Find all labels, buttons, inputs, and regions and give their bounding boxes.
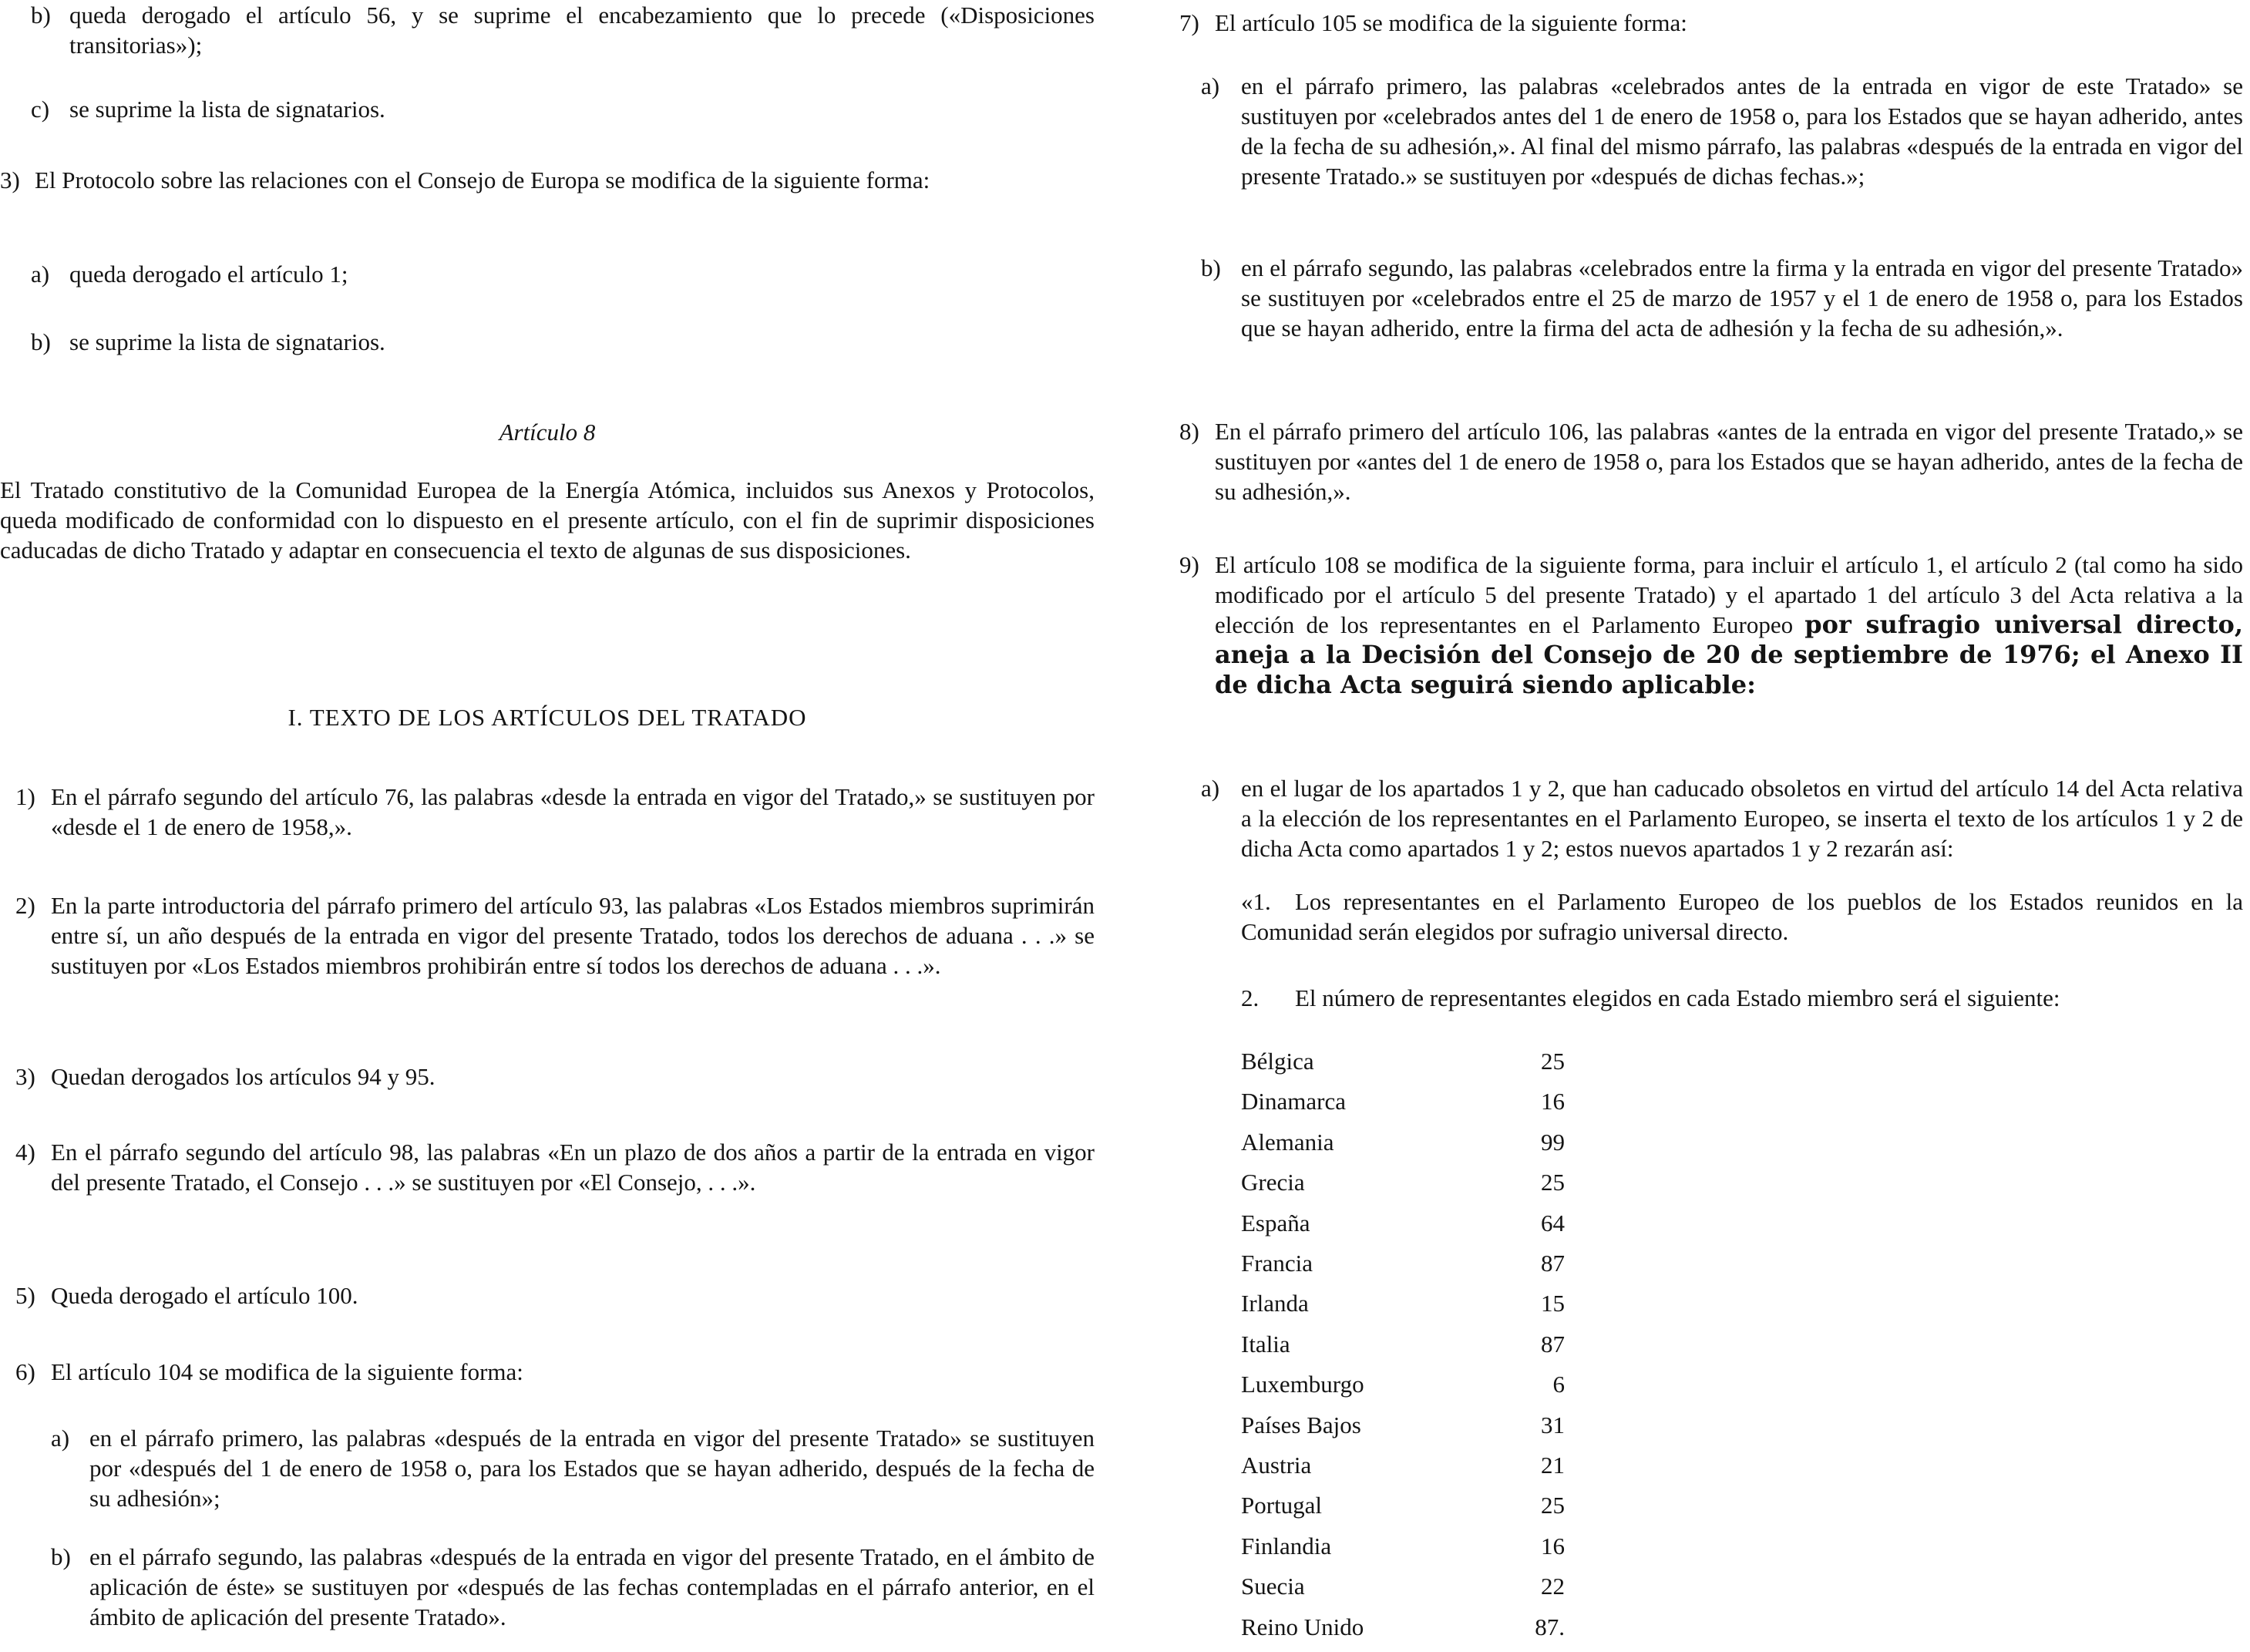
country-seat-count: 25 <box>1541 1492 1565 1519</box>
country-row <box>1241 1612 1565 1652</box>
item-label: b) <box>31 328 51 355</box>
country-name: Bélgica <box>1241 1048 1314 1075</box>
quote-text: Los representantes en el Parlamento Europeo de los pueblos de los Estados reunidos en la Comunidad serán elegidos por sufragio universal directo. <box>1241 888 2243 945</box>
list-item-6a <box>0 1423 1095 1513</box>
country-row <box>1241 1248 1565 1288</box>
country-seat-count: 6 <box>1552 1371 1565 1398</box>
list-item-7b <box>1179 253 2243 343</box>
country-row <box>1241 1046 1565 1086</box>
item-text-bold: por sufragio universal directo, aneja a la Decisión del Consejo de 20 de septiembre de 1976; el Anexo II de dicha Acta seguirá siendo aplicable: <box>1215 610 2244 699</box>
country-name: Portugal <box>1241 1492 1323 1519</box>
item-text: El Protocolo sobre las relaciones con el Consejo de Europa se modifica de la siguiente forma: <box>35 167 930 193</box>
item-label: b) <box>1201 254 1221 281</box>
country-row <box>1241 1571 1565 1611</box>
list-item-2 <box>0 890 1095 981</box>
country-representatives-table <box>1241 1046 1565 1640</box>
list-item-6 <box>0 1357 1095 1387</box>
item-text: El artículo 105 se modifica de la siguiente forma: <box>1215 9 1687 36</box>
item-label: 4) <box>15 1139 35 1166</box>
country-seat-count: 87 <box>1541 1250 1565 1277</box>
item-label: b) <box>31 2 51 29</box>
list-item-3 <box>0 1062 1095 1092</box>
item-label: b) <box>51 1543 71 1570</box>
country-seat-count: 16 <box>1541 1532 1565 1559</box>
country-seat-count: 22 <box>1541 1573 1565 1600</box>
country-row <box>1241 1127 1565 1167</box>
country-name: Países Bajos <box>1241 1411 1361 1438</box>
country-row <box>1241 1531 1565 1571</box>
item-label: a) <box>51 1425 70 1452</box>
list-item-1 <box>0 782 1095 842</box>
list-item-c-signatarios <box>0 94 1095 124</box>
item-text-normal: El artículo 108 se modifica de la siguiente forma, para incluir el artículo 1, el artículo 2 (tal como ha sido modificado por el artículo 5 del presente Tratado) y el apartado 1 del artículo 3 del Acta relativa a la elección de los representantes en el Parlamento Europeo <box>1215 551 2243 638</box>
item-text: se suprime la lista de signatarios. <box>69 96 385 123</box>
item-text: en el párrafo primero, las palabras «celebrados antes de la entrada en vigor de este Tratado» se sustituyen por «celebrados antes del 1 de enero de 1958 o, para los Estados que se hayan adherido, antes de la fecha de su adhesión,». Al final del mismo párrafo, las palabras «después de la entrada en vigor del presente Tratado.» se sustituyen por «después de dichas fechas.»; <box>1241 72 2243 190</box>
item-text: queda derogado el artículo 1; <box>69 261 348 288</box>
article-intro-paragraph: El Tratado constitutivo de la Comunidad Europea de la Energía Atómica, incluidos sus Anexos y Protocolos, queda modificado de conformidad con lo dispuesto en el presente artículo, con el fin de suprimir disposiciones caducadas de dicho Tratado y adaptar en consecuencia el texto de algunas de sus disposiciones. <box>0 476 1095 564</box>
country-name: Reino Unido <box>1241 1613 1364 1640</box>
country-name: España <box>1241 1209 1310 1236</box>
list-item-4 <box>0 1137 1095 1197</box>
quote-label: 2. <box>1241 984 1260 1011</box>
country-row <box>1241 1086 1565 1126</box>
item-text: en el párrafo segundo, las palabras «después de la entrada en vigor del presente Tratado, en el ámbito de aplicación de éste» se sustituyen por «después de las fechas contempladas en el párrafo anterior, en el ámbito de aplicación del presente Tratado». <box>89 1543 1095 1630</box>
item-text: Quedan derogados los artículos 94 y 95. <box>51 1063 436 1090</box>
country-name: Grecia <box>1241 1169 1305 1196</box>
country-row <box>1241 1329 1565 1369</box>
country-seat-count: 64 <box>1541 1209 1565 1236</box>
country-name: Austria <box>1241 1452 1312 1479</box>
country-seat-count: 21 <box>1541 1452 1565 1479</box>
list-item-3a <box>0 259 1095 289</box>
country-seat-count: 25 <box>1541 1048 1565 1075</box>
country-seat-count: 87. <box>1535 1613 1565 1640</box>
item-text <box>1215 550 2243 700</box>
item-text: En la parte introductoria del párrafo primero del artículo 93, las palabras «Los Estados miembros suprimirán entre sí, un año después de la entrada en vigor del presente Tratado, todos los derechos de aduana . . .» se sustituyen por «Los Estados miembros prohibirán entre sí todos los derechos de aduana . . .». <box>51 892 1095 979</box>
country-row <box>1241 1369 1565 1409</box>
item-label: 9) <box>1179 551 1199 578</box>
list-item-8 <box>1179 416 2243 506</box>
item-label: a) <box>31 261 50 288</box>
country-row <box>1241 1208 1565 1248</box>
list-item-7 <box>1179 8 2243 38</box>
item-text: En el párrafo segundo del artículo 76, las palabras «desde la entrada en vigor del Tratado,» se sustituyen por «desde el 1 de enero de 1958,». <box>51 783 1095 840</box>
country-seat-count: 16 <box>1541 1088 1565 1115</box>
item-label: 8) <box>1179 418 1199 445</box>
list-item-b-article-56 <box>0 0 1095 60</box>
country-name: Luxemburgo <box>1241 1371 1364 1398</box>
quote-paragraph-2 <box>1179 983 2243 1013</box>
quote-label: «1. <box>1241 888 1271 915</box>
item-text: El artículo 104 se modifica de la siguiente forma: <box>51 1358 523 1385</box>
country-row <box>1241 1288 1565 1328</box>
item-label: 7) <box>1179 9 1199 36</box>
item-text: En el párrafo primero del artículo 106, las palabras «antes de la entrada en vigor del presente Tratado,» se sustituyen por «antes del 1 de enero de 1958 o, para los Estados que se hayan adherido, antes de la fecha de su adhesión,». <box>1215 418 2243 505</box>
article-heading: Artículo 8 <box>499 419 596 446</box>
section-heading: I. TEXTO DE LOS ARTÍCULOS DEL TRATADO <box>288 704 807 731</box>
country-row <box>1241 1490 1565 1530</box>
item-text: En el párrafo segundo del artículo 98, las palabras «En un plazo de dos años a partir de la entrada en vigor del presente Tratado, el Consejo . . .» se sustituyen por «El Consejo, . . .». <box>51 1139 1095 1196</box>
list-item-9 <box>1179 550 2243 700</box>
item-label: 6) <box>15 1358 35 1385</box>
item-label: 3) <box>15 1063 35 1090</box>
item-text: en el párrafo primero, las palabras «después de la entrada en vigor del presente Tratado» se sustituyen por «después del 1 de enero de 1958 o, para los Estados que se hayan adherido, después de la fecha de su adhesión»; <box>89 1425 1095 1512</box>
country-name: Irlanda <box>1241 1290 1309 1317</box>
country-seat-count: 87 <box>1541 1330 1565 1358</box>
country-row <box>1241 1167 1565 1207</box>
item-label: a) <box>1201 775 1220 802</box>
item-label: 5) <box>15 1282 35 1309</box>
item-text: en el párrafo segundo, las palabras «celebrados entre la firma y la entrada en vigor del presente Tratado» se sustituyen por «celebrados entre el 25 de marzo de 1957 y el 1 de enero de 1958 o, para los Estados que se hayan adherido, entre la firma del acta de adhesión y la fecha de su adhesión,». <box>1241 254 2243 342</box>
list-item-3-protocolo <box>0 165 1095 195</box>
country-seat-count: 99 <box>1541 1128 1565 1156</box>
item-label: c) <box>31 96 50 123</box>
country-name: Suecia <box>1241 1573 1305 1600</box>
item-text: en el lugar de los apartados 1 y 2, que han caducado obsoletos en virtud del artículo 14 del Acta relativa a la elección de los representantes en el Parlamento Europeo, se inserta el texto de los artículos 1 y 2 de dicha Acta como apartados 1 y 2; estos nuevos apartados 1 y 2 rezarán así: <box>1241 775 2243 862</box>
list-item-6b <box>0 1542 1095 1632</box>
country-row <box>1241 1410 1565 1450</box>
quote-text: El número de representantes elegidos en cada Estado miembro será el siguiente: <box>1295 984 2060 1011</box>
list-item-7a <box>1179 71 2243 191</box>
list-item-9a <box>1179 773 2243 863</box>
item-text: Queda derogado el artículo 100. <box>51 1282 358 1309</box>
list-item-3b <box>0 327 1095 357</box>
item-text: queda derogado el artículo 56, y se suprime el encabezamiento que lo precede («Disposiciones transitorias»); <box>69 2 1095 59</box>
country-name: Francia <box>1241 1250 1313 1277</box>
list-item-5 <box>0 1280 1095 1310</box>
country-row <box>1241 1450 1565 1490</box>
country-name: Italia <box>1241 1330 1290 1358</box>
item-label: 3) <box>0 167 20 193</box>
country-seat-count: 31 <box>1541 1411 1565 1438</box>
country-name: Alemania <box>1241 1128 1334 1156</box>
item-label: a) <box>1201 72 1220 99</box>
country-seat-count: 25 <box>1541 1169 1565 1196</box>
item-text: se suprime la lista de signatarios. <box>69 328 385 355</box>
country-name: Dinamarca <box>1241 1088 1346 1115</box>
country-name: Finlandia <box>1241 1532 1332 1559</box>
item-label: 2) <box>15 892 35 919</box>
item-label: 1) <box>15 783 35 810</box>
quote-paragraph-1 <box>1179 887 2243 947</box>
country-seat-count: 15 <box>1541 1290 1565 1317</box>
